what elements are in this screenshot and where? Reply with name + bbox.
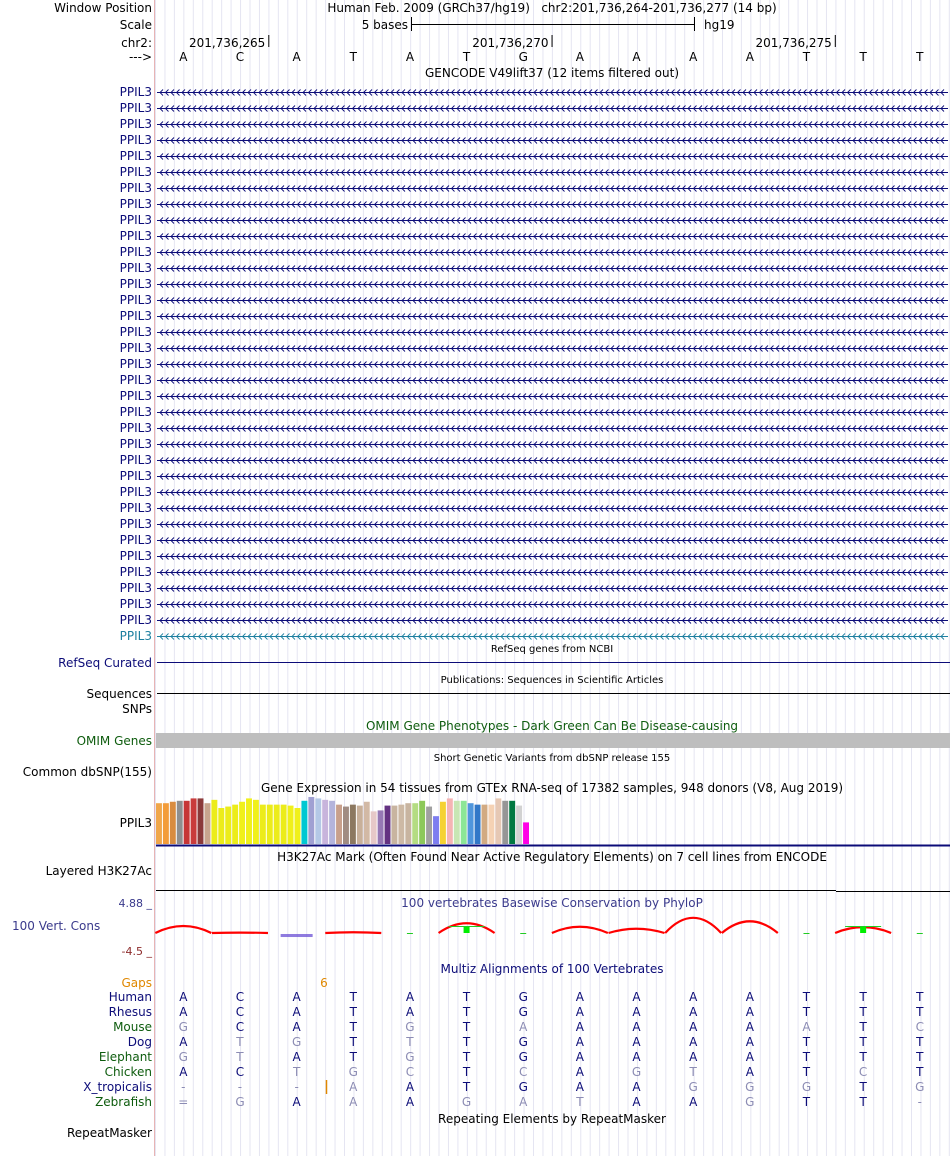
gencode-gene-label[interactable]: PPIL3 (119, 181, 152, 195)
multiz-base: T (859, 1080, 867, 1094)
multiz-base: T (236, 1050, 244, 1064)
gtex-tissue-bar[interactable] (350, 805, 356, 844)
gencode-gene-label[interactable]: PPIL3 (119, 293, 152, 307)
multiz-base: G (915, 1080, 925, 1094)
gtex-tissue-bar[interactable] (239, 802, 245, 844)
gencode-gene-label[interactable]: PPIL3 (119, 437, 152, 451)
multiz-base: A (689, 1050, 698, 1064)
multiz-base: C (235, 1005, 245, 1019)
multiz-base: T (406, 1035, 414, 1049)
gtex-tissue-bar[interactable] (274, 805, 280, 844)
multiz-species-label[interactable]: Zebrafish (95, 1095, 152, 1109)
chrom-label: chr2: (121, 36, 152, 50)
multiz-base: T (349, 990, 357, 1004)
base-letter: C (235, 50, 245, 64)
publications-title[interactable]: Publications: Sequences in Scientific Articles (440, 675, 664, 686)
gencode-gene-label[interactable]: PPIL3 (119, 581, 152, 595)
gencode-title[interactable]: GENCODE V49lift37 (12 items filtered out) (424, 66, 680, 80)
gtex-tissue-bar[interactable] (184, 801, 190, 844)
scale-assembly: hg19 (704, 18, 735, 32)
gtex-tissue-bar[interactable] (378, 810, 384, 844)
multiz-base: A (575, 1050, 584, 1064)
base-letter: A (689, 50, 698, 64)
gencode-gene-label[interactable]: PPIL3 (119, 101, 152, 115)
repeatmasker-label[interactable]: RepeatMasker (66, 1126, 152, 1140)
multiz-base: A (632, 1050, 641, 1064)
gencode-gene-label[interactable]: PPIL3 (119, 469, 152, 483)
gtex-tissue-bar[interactable] (253, 800, 259, 844)
multiz-base: T (462, 1050, 471, 1064)
base-letter: A (405, 50, 415, 64)
gtex-tissue-bar[interactable] (336, 805, 342, 844)
gtex-tissue-bar[interactable] (281, 805, 287, 844)
multiz-base: A (632, 1005, 641, 1019)
multiz-species-label[interactable]: X_tropicalis (83, 1080, 152, 1094)
multiz-base: A (405, 1005, 415, 1019)
multiz-base: A (292, 990, 301, 1004)
base-gridlines (156, 0, 950, 1156)
multiz-base: T (859, 1005, 867, 1019)
gtex-tissue-bar[interactable] (204, 803, 210, 844)
multiz-base: T (462, 1065, 471, 1079)
gtex-tissue-bar[interactable] (295, 808, 301, 844)
gencode-gene-label[interactable]: PPIL3 (119, 229, 152, 243)
multiz-base: G (745, 1080, 755, 1094)
gtex-tissue-bar[interactable] (170, 802, 176, 844)
multiz-base: A (179, 1005, 188, 1019)
multiz-base: G (801, 1080, 812, 1094)
multiz-base: A (292, 1005, 301, 1019)
gtex-tissue-bar[interactable] (482, 805, 488, 844)
sequences-label[interactable]: Sequences (86, 687, 152, 701)
multiz-base: T (859, 1020, 867, 1034)
multiz-base: G (518, 990, 528, 1004)
multiz-base: T (689, 1065, 697, 1079)
gencode-gene-label[interactable]: PPIL3 (119, 341, 152, 355)
multiz-base: A (179, 1065, 188, 1079)
multiz-base: G (518, 1005, 528, 1019)
h3k27ac-title[interactable]: H3K27Ac Mark (Often Found Near Active Regulatory Elements) on 7 cell lines from ENCODE (277, 850, 827, 864)
gencode-gene-label[interactable]: PPIL3 (119, 453, 152, 467)
multiz-base: A (689, 1020, 698, 1034)
gtex-tissue-bar[interactable] (447, 798, 453, 844)
gtex-tissue-bar[interactable] (433, 816, 439, 844)
gtex-tissue-bar[interactable] (385, 806, 391, 844)
multiz-base: A (632, 1095, 641, 1109)
multiz-species-label[interactable]: Human (108, 990, 152, 1004)
multiz-base: T (349, 1005, 357, 1019)
phylop-title[interactable]: 100 vertebrates Basewise Conservation by PhyloP (401, 896, 703, 910)
gencode-gene-label[interactable]: PPIL3 (119, 629, 152, 643)
h3k27ac-label[interactable]: Layered H3K27Ac (45, 864, 152, 878)
gencode-gene-label[interactable]: PPIL3 (119, 277, 152, 291)
phylop-score-mark[interactable] (325, 932, 381, 933)
multiz-base: - (181, 1080, 186, 1094)
gtex-tissue-bar[interactable] (405, 803, 411, 844)
multiz-base: A (632, 1080, 641, 1094)
gtex-tissue-bar[interactable] (267, 805, 273, 844)
multiz-base: A (689, 1095, 698, 1109)
base-letter: A (292, 50, 301, 64)
multiz-base: A (632, 1035, 641, 1049)
gencode-gene-label[interactable]: PPIL3 (119, 309, 152, 323)
gtex-label[interactable]: PPIL3 (119, 816, 152, 830)
multiz-base: C (235, 1020, 245, 1034)
omim-title[interactable]: OMIM Gene Phenotypes - Dark Green Can Be Disease-causing (365, 719, 739, 733)
multiz-base: T (859, 1095, 867, 1109)
multiz-base: C (235, 990, 245, 1004)
multiz-base: G (405, 1050, 415, 1064)
multiz-base: - (917, 1095, 922, 1109)
strand-label: ---> (128, 50, 152, 64)
multiz-base: A (575, 1080, 584, 1094)
multiz-base: G (178, 1020, 188, 1034)
gencode-gene-label[interactable]: PPIL3 (119, 165, 152, 179)
multiz-base: A (575, 990, 584, 1004)
multiz-base: A (745, 1020, 754, 1034)
gtex-tissue-bar[interactable] (516, 806, 522, 844)
gencode-gene-label[interactable]: PPIL3 (119, 389, 152, 403)
multiz-base: T (349, 1035, 357, 1049)
multiz-base: C (519, 1065, 528, 1079)
refseq-title[interactable]: RefSeq genes from NCBI (490, 644, 614, 655)
gencode-gene-label[interactable]: PPIL3 (119, 117, 152, 131)
multiz-base: A (292, 1095, 301, 1109)
gtex-title[interactable]: Gene Expression in 54 tissues from GTEx RNA-seq of 17382 samples, 948 donors (V8, Aug 2019) (260, 781, 844, 795)
multiz-species-label[interactable]: Elephant (98, 1050, 152, 1064)
gencode-gene-label[interactable]: PPIL3 (119, 565, 152, 579)
gencode-gene-label[interactable]: PPIL3 (119, 133, 152, 147)
gtex-tissue-bar[interactable] (419, 801, 425, 844)
scale-bar-text: 5 bases (361, 18, 408, 32)
multiz-base: G (291, 1035, 302, 1049)
multiz-title[interactable]: Multiz Alignments of 100 Vertebrates (440, 962, 664, 976)
dbsnp-title[interactable]: Short Genetic Variants from dbSNP release 155 (433, 753, 671, 764)
multiz-base: C (858, 1065, 868, 1079)
multiz-base: A (745, 990, 754, 1004)
gencode-gene-label[interactable]: PPIL3 (119, 261, 152, 275)
multiz-base: A (745, 1065, 754, 1079)
multiz-base: T (859, 990, 867, 1004)
gtex-tissue-bar[interactable] (488, 805, 494, 844)
gtex-tissue-bar[interactable] (301, 801, 307, 844)
multiz-base: G (518, 1080, 528, 1094)
gtex-tissue-bar[interactable] (211, 800, 217, 844)
phylop-max-label: 4.88 _ (118, 897, 152, 910)
gtex-tissue-bar[interactable] (440, 802, 446, 844)
multiz-base: A (689, 1005, 698, 1019)
base-letter: A (745, 50, 754, 64)
multiz-base: A (575, 1035, 584, 1049)
snps-label[interactable]: SNPs (122, 702, 152, 716)
multiz-base: T (576, 1095, 584, 1109)
gtex-tissue-bar[interactable] (156, 803, 162, 844)
omim-gene-bar[interactable] (156, 733, 950, 748)
multiz-base: T (462, 1020, 471, 1034)
gtex-tissue-bar[interactable] (468, 803, 474, 844)
multiz-base: A (292, 1020, 301, 1034)
base-letter: T (916, 50, 924, 64)
multiz-base: C (235, 1065, 245, 1079)
gtex-tissue-bar[interactable] (364, 802, 370, 844)
gtex-tissue-bar[interactable] (495, 798, 501, 844)
phylop-label[interactable]: 100 Vert. Cons (12, 919, 101, 933)
multiz-species-label[interactable]: Mouse (113, 1020, 152, 1034)
gtex-tissue-bar[interactable] (177, 801, 183, 844)
multiz-base: - (294, 1080, 299, 1094)
phylop-score-mark[interactable] (860, 927, 866, 933)
position-tick-label: 201,736,265 (188, 36, 266, 50)
multiz-species-label[interactable]: Dog (127, 1035, 152, 1049)
multiz-base: G (745, 1095, 755, 1109)
gtex-tissue-bar[interactable] (475, 805, 481, 844)
omim-label[interactable]: OMIM Genes (76, 734, 152, 748)
multiz-base: T (916, 1065, 924, 1079)
multiz-base: T (859, 1050, 867, 1064)
multiz-base: T (802, 1005, 811, 1019)
multiz-base: A (632, 990, 641, 1004)
gtex-tissue-bar[interactable] (391, 806, 397, 844)
multiz-base: A (519, 1020, 528, 1034)
multiz-base: - (237, 1080, 243, 1094)
multiz-species-label[interactable]: Rhesus (108, 1005, 152, 1019)
base-sequence (179, 50, 924, 64)
window-position-label: Window Position (54, 1, 152, 15)
multiz-base: A (405, 1095, 415, 1109)
gtex-tissue-bar[interactable] (322, 800, 328, 844)
gencode-gene-label[interactable]: PPIL3 (119, 421, 152, 435)
multiz-base: G (688, 1080, 698, 1094)
gencode-gene-label[interactable]: PPIL3 (119, 405, 152, 419)
gencode-gene-label[interactable]: PPIL3 (119, 501, 152, 515)
base-letter: A (575, 50, 584, 64)
gtex-tissue-bar[interactable] (509, 801, 515, 844)
phylop-score-mark[interactable] (281, 934, 313, 937)
gencode-gene-label[interactable]: PPIL3 (119, 357, 152, 371)
multiz-base: A (349, 1080, 358, 1094)
gencode-gene-label[interactable]: PPIL3 (119, 245, 152, 259)
multiz-base: T (802, 1050, 811, 1064)
multiz-base: G (405, 1020, 415, 1034)
gtex-tissue-bar[interactable] (191, 798, 197, 844)
multiz-base: C (405, 1065, 415, 1079)
base-letter: T (349, 50, 357, 64)
gtex-tissue-bar[interactable] (246, 798, 252, 844)
multiz-base: = (178, 1095, 189, 1109)
gtex-tissue-bar[interactable] (523, 822, 529, 844)
gencode-gene-label[interactable]: PPIL3 (119, 485, 152, 499)
gaps-label: Gaps (121, 976, 152, 990)
multiz-base: T (462, 1080, 471, 1094)
multiz-species-label[interactable]: Chicken (104, 1065, 152, 1079)
gencode-gene-label[interactable]: PPIL3 (119, 213, 152, 227)
multiz-base: T (349, 1020, 357, 1034)
multiz-base: A (802, 1020, 811, 1034)
multiz-base: A (405, 1080, 415, 1094)
gtex-tissue-bar[interactable] (412, 803, 418, 844)
gtex-tissue-bar[interactable] (218, 808, 224, 844)
gtex-tissue-bar[interactable] (232, 805, 238, 844)
multiz-base: T (462, 1035, 471, 1049)
multiz-base: T (349, 1050, 357, 1064)
phylop-score-mark[interactable] (464, 927, 470, 933)
gtex-tissue-bar[interactable] (163, 803, 169, 844)
multiz-base: A (292, 1050, 301, 1064)
multiz-base: T (802, 990, 811, 1004)
multiz-base: G (518, 1050, 528, 1064)
gencode-gene-label[interactable]: PPIL3 (119, 197, 152, 211)
gtex-tissue-bar[interactable] (426, 807, 432, 844)
multiz-base: G (348, 1065, 358, 1079)
multiz-base: C (915, 1020, 924, 1034)
gtex-tissue-bar[interactable] (260, 805, 266, 844)
multiz-base: A (575, 1005, 584, 1019)
multiz-base: T (859, 1035, 867, 1049)
multiz-base: A (632, 1020, 641, 1034)
multiz-base: A (179, 990, 188, 1004)
gencode-gene-label[interactable]: PPIL3 (119, 613, 152, 627)
gtex-tissue-bar[interactable] (198, 798, 204, 844)
gencode-gene-label[interactable]: PPIL3 (119, 149, 152, 163)
multiz-base: G (461, 1095, 472, 1109)
phylop-min-label: -4.5 _ (121, 945, 152, 958)
base-letter: T (802, 50, 811, 64)
gtex-tissue-bar[interactable] (371, 811, 377, 844)
multiz-base: T (916, 1035, 924, 1049)
multiz-base: T (802, 1065, 811, 1079)
multiz-base: A (575, 1065, 584, 1079)
gtex-tissue-bar[interactable] (315, 798, 321, 844)
gencode-gene-label[interactable]: PPIL3 (119, 85, 152, 99)
multiz-base: G (235, 1095, 245, 1109)
multiz-base: T (802, 1095, 811, 1109)
multiz-base: T (802, 1035, 811, 1049)
gtex-tissue-bar[interactable] (398, 805, 404, 844)
gtex-tissue-bar[interactable] (343, 807, 349, 844)
gtex-tissue-bar[interactable] (461, 801, 467, 844)
multiz-base: G (518, 1035, 528, 1049)
gtex-tissue-bar[interactable] (357, 806, 363, 844)
multiz-base: A (349, 1095, 358, 1109)
base-letter: G (518, 50, 528, 64)
scale-bar (411, 17, 695, 31)
position-ticks (189, 35, 835, 50)
multiz-base: G (631, 1065, 642, 1079)
gtex-bar-chart[interactable] (156, 797, 529, 844)
multiz-base: G (178, 1050, 188, 1064)
gencode-gene-label[interactable]: PPIL3 (119, 517, 152, 531)
multiz-base: A (179, 1035, 188, 1049)
multiz-base: A (689, 990, 698, 1004)
multiz-base: T (916, 1050, 924, 1064)
multiz-base: T (236, 1035, 244, 1049)
position-tick-label: 201,736,270 (472, 36, 549, 50)
multiz-base: A (575, 1020, 584, 1034)
multiz-base: T (462, 1005, 471, 1019)
gencode-gene-label[interactable]: PPIL3 (119, 597, 152, 611)
multiz-base: T (916, 1005, 924, 1019)
gtex-tissue-bar[interactable] (454, 801, 460, 844)
multiz-base: T (462, 990, 471, 1004)
base-letter: A (632, 50, 641, 64)
gencode-gene-label[interactable]: PPIL3 (119, 325, 152, 339)
gencode-gene-label[interactable]: PPIL3 (119, 373, 152, 387)
gencode-gene-label[interactable]: PPIL3 (119, 549, 152, 563)
dbsnp-label[interactable]: Common dbSNP(155) (22, 765, 152, 779)
multiz-base: A (405, 990, 415, 1004)
multiz-base: T (916, 990, 924, 1004)
assembly-position: Human Feb. 2009 (GRCh37/hg19) chr2:201,736,264-201,736,277 (14 bp) (327, 1, 777, 15)
multiz-base: A (689, 1035, 698, 1049)
gtex-tissue-bar[interactable] (329, 801, 335, 844)
multiz-base: A (519, 1095, 528, 1109)
multiz-base: T (292, 1065, 301, 1079)
base-letter: A (179, 50, 188, 64)
gtex-tissue-bar[interactable] (502, 801, 508, 844)
multiz-base: A (745, 1050, 754, 1064)
gtex-tissue-bar[interactable] (308, 797, 314, 844)
gencode-gene-label[interactable]: PPIL3 (119, 533, 152, 547)
gtex-tissue-bar[interactable] (225, 807, 231, 844)
base-letter: T (462, 50, 471, 64)
repeatmasker-title[interactable]: Repeating Elements by RepeatMasker (438, 1112, 666, 1126)
gtex-tissue-bar[interactable] (288, 806, 294, 844)
multiz-base: A (745, 1035, 754, 1049)
base-letter: T (859, 50, 867, 64)
position-tick-label: 201,736,275 (755, 36, 832, 50)
multiz-base: A (745, 1005, 754, 1019)
gaps-value: 6 (320, 976, 328, 990)
scale-label: Scale (119, 18, 152, 32)
refseq-label[interactable]: RefSeq Curated (58, 656, 152, 670)
